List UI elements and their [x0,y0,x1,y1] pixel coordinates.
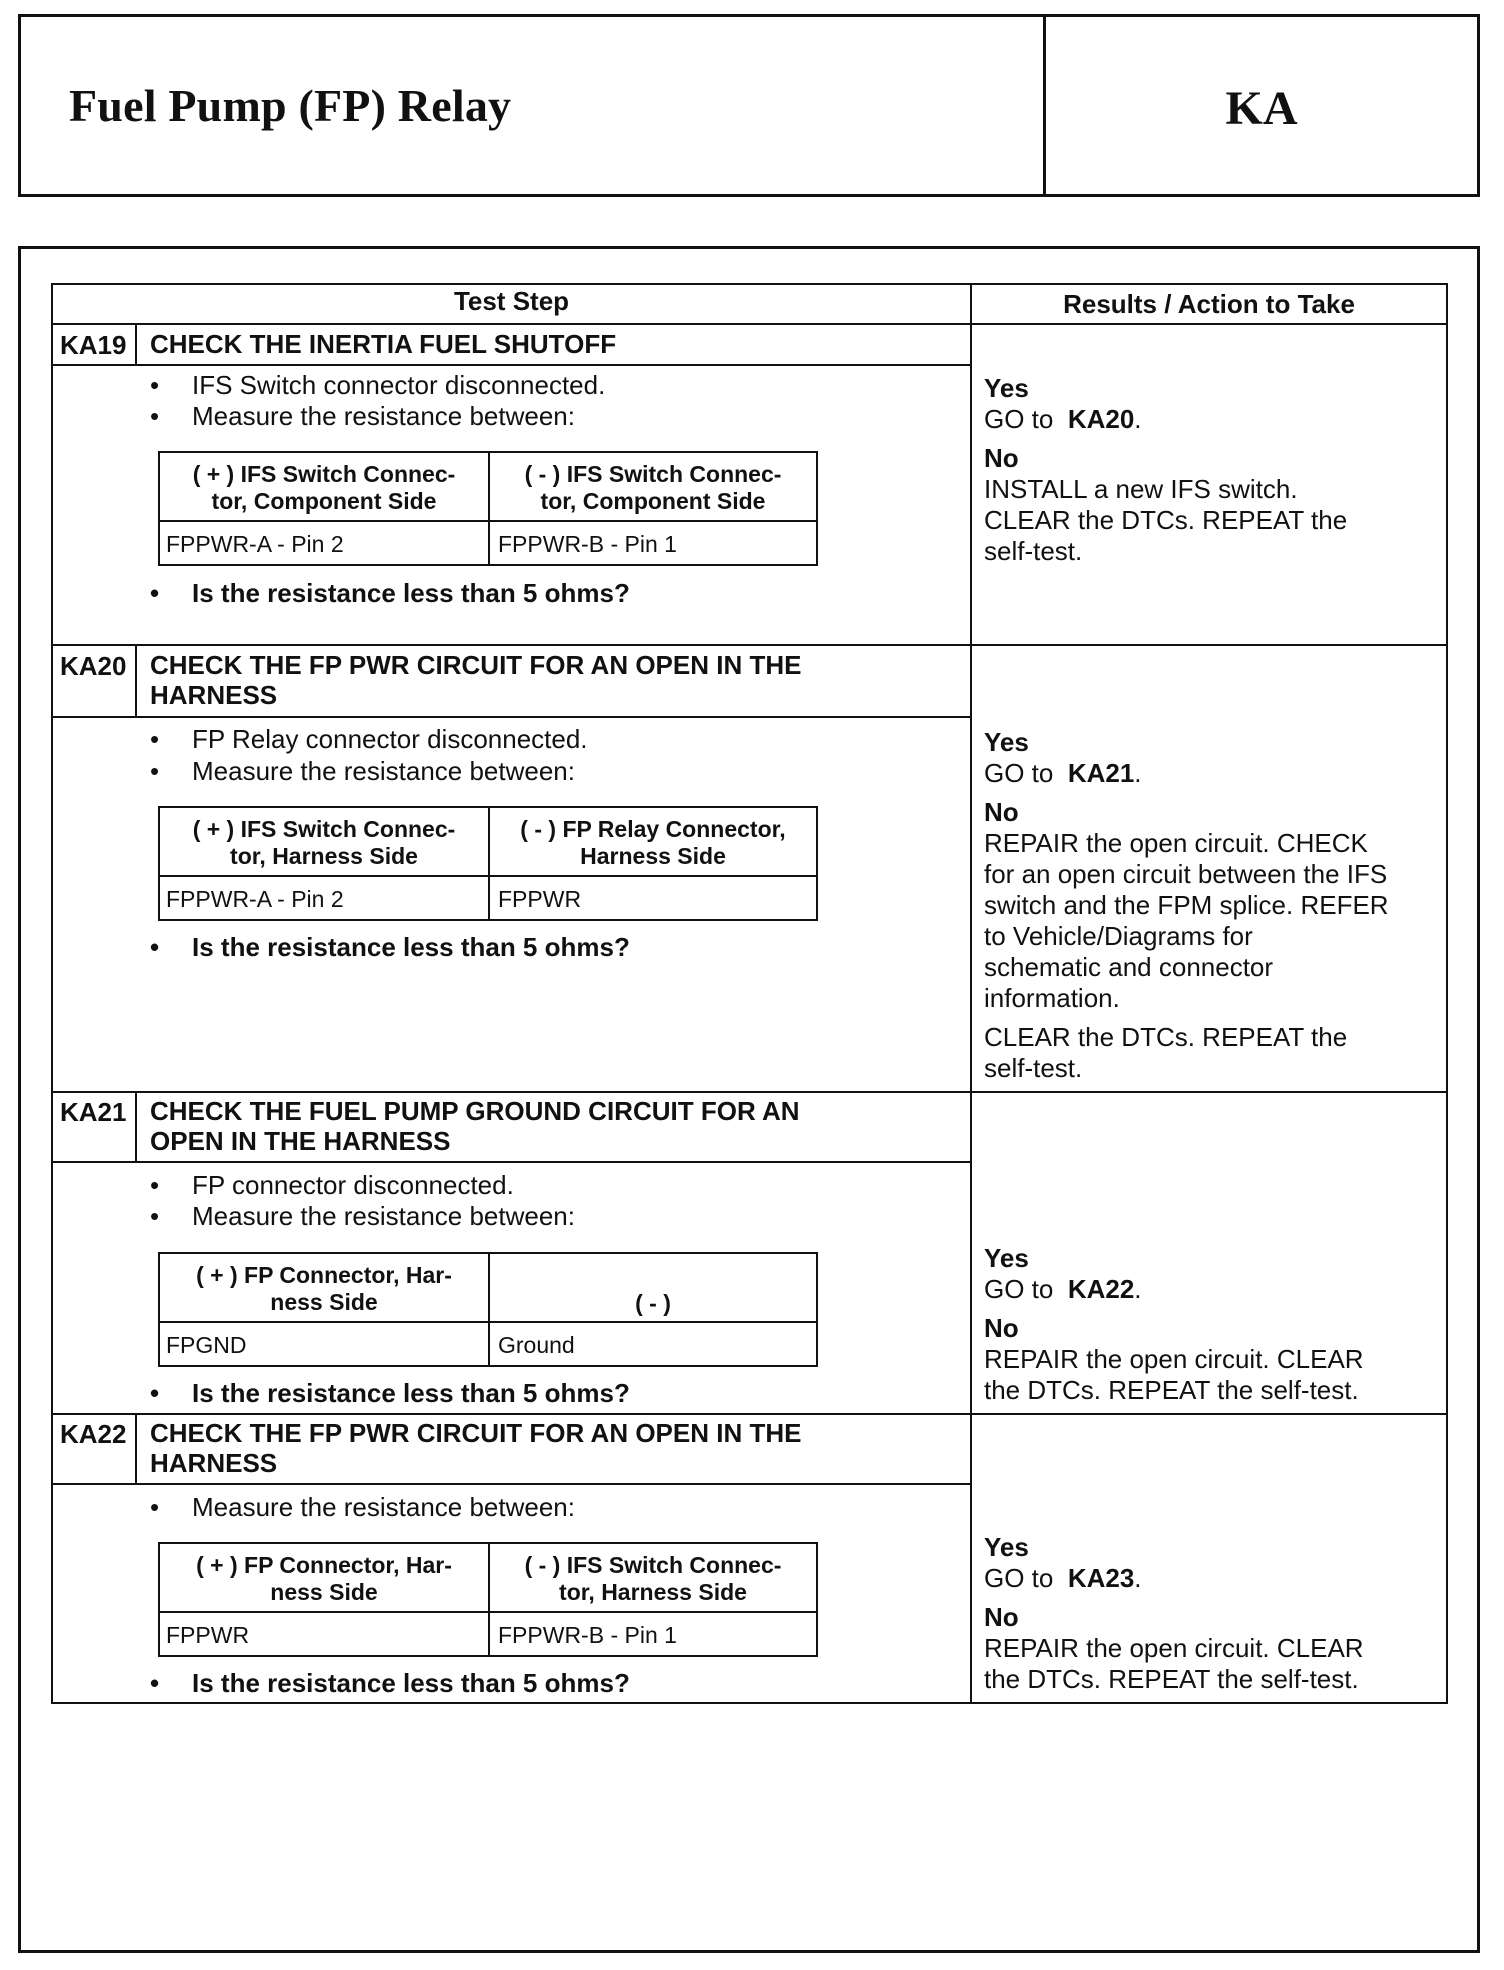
step-title-ka19: CHECK THE INERTIA FUEL SHUTOFF [150,329,617,359]
header-results: Results / Action to Take [1063,289,1355,319]
ka19-bottom-line [51,644,1448,646]
go-to-link[interactable]: KA23 [1067,1563,1135,1593]
bullet-icon: • [150,1668,160,1698]
ka20-code-divider [135,644,137,717]
ka20-bottom-line [51,1091,1448,1093]
page-header [18,14,1480,197]
section-code: KA [1225,82,1298,135]
step-title-ka21: CHECK THE FUEL PUMP GROUND CIRCUIT FOR AN OPEN IN THE HARNESS [150,1096,800,1156]
go-to-link[interactable]: KA22 [1067,1274,1135,1304]
step-code-ka20: KA20 [60,651,127,681]
bullet-icon: • [150,756,160,786]
table-bottom-line [51,1702,1448,1704]
table-right-line [1446,283,1448,1704]
bullet-icon: • [150,1378,160,1408]
bullet-icon: • [150,1170,160,1200]
header-test-step: Test Step [453,286,570,316]
ka20-title-line [51,716,972,718]
bullet-icon: • [150,1201,160,1231]
step-title-ka20: CHECK THE FP PWR CIRCUIT FOR AN OPEN IN THE HARNESS [150,650,802,710]
bullet-icon: • [150,932,160,962]
ka22-code-divider [135,1413,137,1484]
ka19-code-divider [135,323,137,364]
bullet-icon: • [150,724,160,754]
resistance-table-ka19: ( + ) IFS Switch Connec- tor, Component Side ( - ) IFS Switch Connec- tor, Component Side FPPWR-A - Pin 2 FPPWR-B - Pin 1 [158,451,818,566]
step-code-ka21: KA21 [60,1097,127,1127]
resistance-table-ka22: ( + ) FP Connector, Har- ness Side ( - ) IFS Switch Connec- tor, Harness Side FPPWR FPPWR-B - Pin 1 [158,1542,818,1657]
table-left-line [51,283,53,1704]
step-code-ka19: KA19 [60,330,127,360]
ka21-bottom-line [51,1413,1448,1415]
page-title: Fuel Pump (FP) Relay [69,80,512,131]
result-ka20: Yes GO to KA21. No REPAIR the open circuit. CHECK for an open circuit between the IFS switch and the FPM splice. REFER to Vehicle/Diagrams for schematic and connector information. CLEAR the DTCs. REPEAT the self-test. [984,727,1389,1083]
bullet-icon: • [150,370,160,400]
resistance-table-ka21: ( + ) FP Connector, Har- ness Side ( - ) FPGND Ground [158,1252,818,1367]
bullet-icon: • [150,1492,160,1522]
step-title-ka22: CHECK THE FP PWR CIRCUIT FOR AN OPEN IN THE HARNESS [150,1418,802,1478]
result-ka22: Yes GO to KA23. No REPAIR the open circuit. CLEAR the DTCs. REPEAT the self-test. [984,1532,1364,1694]
resistance-table-ka20: ( + ) IFS Switch Connec- tor, Harness Side ( - ) FP Relay Connector, Harness Side FPPWR-A - Pin 2 FPPWR [158,806,818,921]
bullet-icon: • [150,401,160,431]
result-ka19: Yes GO to KA20. No INSTALL a new IFS switch. CLEAR the DTCs. REPEAT the self-test. [984,373,1348,566]
table-center-line [970,283,972,1704]
go-to-link[interactable]: KA20 [1067,404,1135,434]
table-top-line [51,283,1448,285]
go-to-link[interactable]: KA21 [1067,758,1135,788]
header-row-line [51,323,1448,325]
ka22-title-line [51,1483,972,1485]
ka21-code-divider [135,1091,137,1162]
bullet-icon: • [150,578,160,608]
result-ka21: Yes GO to KA22. No REPAIR the open circuit. CLEAR the DTCs. REPEAT the self-test. [984,1243,1364,1405]
ka19-title-line [51,364,972,366]
step-code-ka22: KA22 [60,1419,127,1449]
ka21-title-line [51,1161,972,1163]
